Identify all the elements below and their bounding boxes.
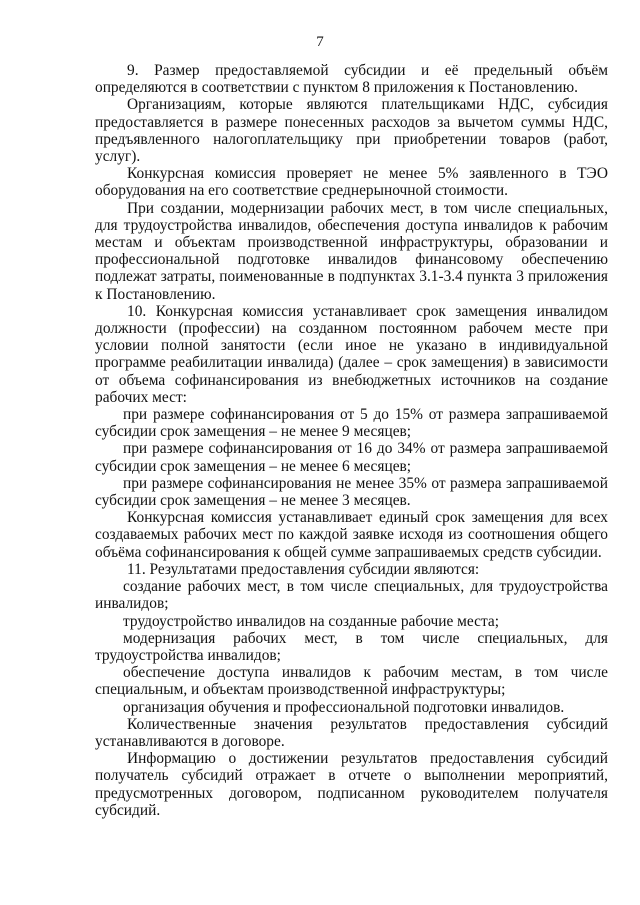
- list-item-training: организация обучения и профессиональной подготовки инвалидов.: [123, 698, 565, 716]
- paragraph-single-term: Конкурсная комиссия устанавливает единый срок замещения для всех создаваемых рабочих мест по каждой заявке исходя из соотношения общего объёма софинансирования к общей сумме запрашиваемых средств субсидии.: [95, 509, 608, 561]
- list-item-modernization: модернизация рабочих мест, в том числе специальных, для трудоустройства инвалидов;: [95, 629, 608, 664]
- list-item-cofinancing-35: при размере софинансирования не менее 35% от размера запрашиваемой субсидии срок замещения – не менее 3 месяцев.: [95, 474, 608, 510]
- paragraph-quantitative-values: Количественные значения результатов предоставления субсидий устанавливаются в договоре.: [95, 715, 608, 750]
- paragraph-commission-check: Конкурсная комиссия проверяет не менее 5% заявленного в ТЭО оборудования на его соответствие среднерыночной стоимости.: [95, 165, 608, 200]
- paragraph-eligible-costs: При создании, модернизации рабочих мест, в том числе специальных, для трудоустройства инвалидов, обеспечения доступа инвалидов к рабочим местам и объектам производственной инфраструктуры, образовании и профессиональной подготовке инвалидов финансовому обеспечению подлежат затраты, поименованные в подпунктах 3.1-3.4 пункта 3 приложения к Постановлению.: [95, 199, 608, 303]
- paragraph-reporting: Информацию о достижении результатов предоставления субсидий получатель субсидий отражает в отчете о выполнении мероприятий, предусмотренных договором, подписанном руководителем получателя субсидий.: [95, 750, 608, 819]
- document-body: [95, 62, 608, 819]
- list-item-create-workplaces: создание рабочих мест, в том числе специальных, для трудоустройства инвалидов;: [95, 578, 608, 613]
- paragraph-9-subsidy-size: 9. Размер предоставляемой субсидии и её предельный объём определяются в соответствии с пунктом 8 приложения к Постановлению.: [95, 62, 608, 97]
- list-item-employment: трудоустройство инвалидов на созданные рабочие места;: [123, 612, 499, 630]
- list-item-cofinancing-16-34: при размере софинансирования от 16 до 34% от размера запрашиваемой субсидии срок замещения – не менее 6 месяцев;: [95, 440, 608, 475]
- list-item-cofinancing-5-15: при размере софинансирования от 5 до 15% от размера запрашиваемой субсидии срок замещения – не менее 9 месяцев;: [95, 406, 608, 441]
- paragraph-vat-payers: Организациям, которые являются плательщиками НДС, субсидия предоставляется в размере понесенных расходов за вычетом суммы НДС, предъявленного налогоплательщику при приобретении товаров (работ, услуг).: [95, 96, 608, 166]
- paragraph-11-results-heading: 11. Результатами предоставления субсидии являются:: [127, 560, 480, 578]
- paragraph-10-replacement-term: 10. Конкурсная комиссия устанавливает срок замещения инвалидом должности (профессии) на созданном постоянном рабочем месте при условии полной занятости (если иное не указано в индивидуальной программе реабилитации инвалида) (далее – срок замещения) в зависимости от объема софинансирования из внебюджетных источников на создание рабочих мест:: [95, 302, 608, 406]
- list-item-access: обеспечение доступа инвалидов к рабочим местам, в том числе специальным, и объектам производственной инфраструктуры;: [95, 664, 608, 699]
- page-number: 7: [316, 34, 324, 50]
